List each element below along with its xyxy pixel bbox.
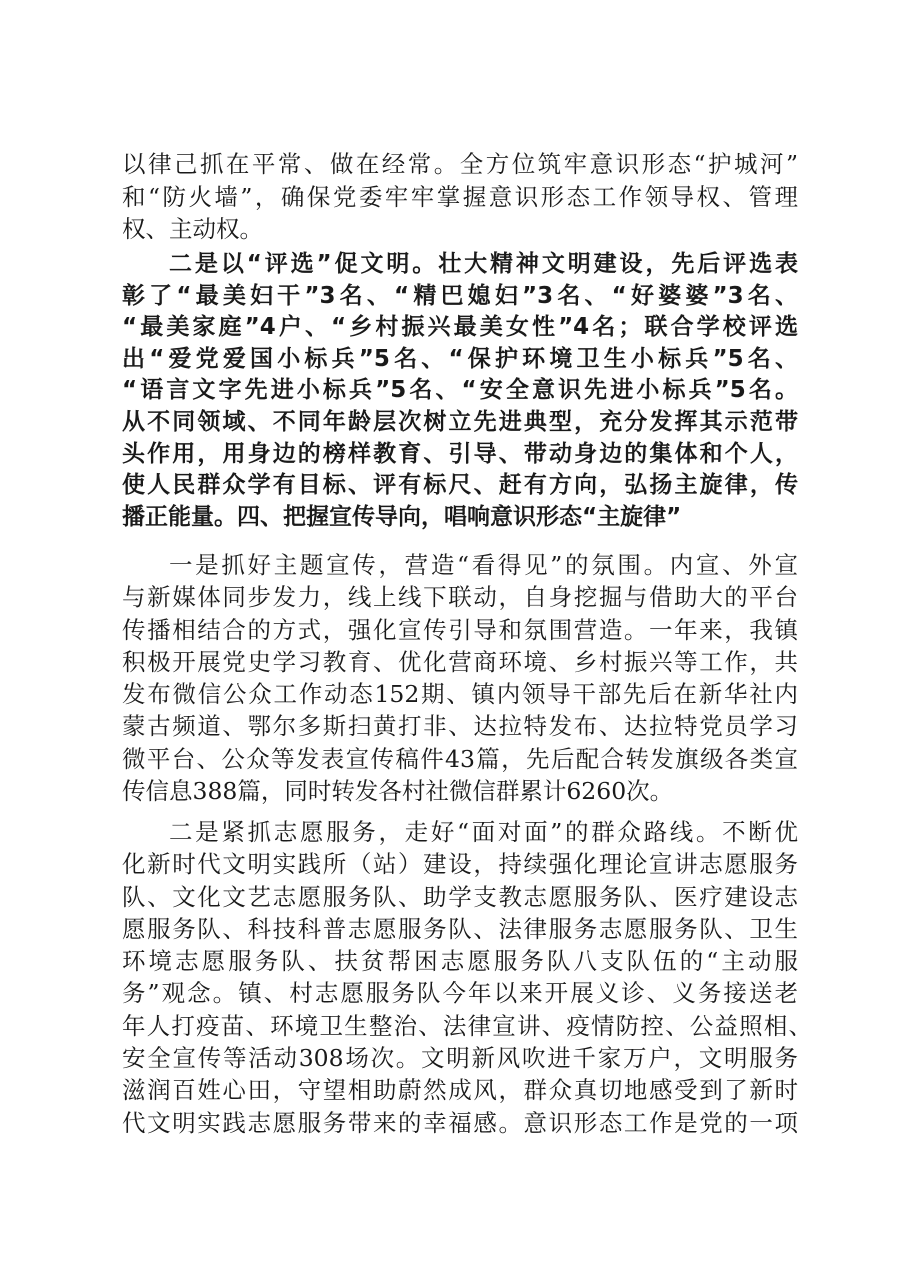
paragraph-line: 代文明实践志愿服务带来的幸福感。意识形态工作是党的一项 [122, 1108, 798, 1137]
paragraph-line: 愿服务队、科技科普志愿服务队、法律服务志愿服务队、卫生 [122, 914, 798, 943]
paragraph-line: 化新时代文明实践所（站）建设，持续强化理论宣讲志愿服务 [122, 850, 798, 879]
paragraph-line: 与新媒体同步发力，线上线下联动，自身挖掘与借助大的平台 [122, 583, 798, 612]
paragraph-line: 彰了“最美妇干”3名、“精巴媳妇”3名、“好婆婆”3名、 [122, 282, 798, 309]
paragraph-line: 一是抓好主题宣传，营造“看得见”的氛围。内宣、外宣 [169, 551, 798, 579]
paragraph-line: 使人民群众学有目标、评有标尺、赶有方向，弘扬主旋律，传 [122, 472, 798, 499]
paragraph-line: 和“防火墙”，确保党委牢牢掌握意识形态工作领导权、管理 [122, 182, 798, 211]
paragraph-line: 蒙古频道、鄂尔多斯扫黄打非、达拉特发布、达拉特党员学习 [122, 712, 798, 741]
paragraph-line: 出“爱党爱国小标兵”5名、“保护环境卫生小标兵”5名、 [122, 345, 798, 372]
paragraph-line: 从不同领域、不同年龄层次树立先进典型，充分发挥其示范带 [122, 408, 798, 435]
paragraph-line: 环境志愿服务队、扶贫帮困志愿服务队八支队伍的“主动服 [122, 947, 798, 976]
paragraph-line: 年人打疫苗、环境卫生整治、法律宣讲、疫情防控、公益照相、 [122, 1011, 812, 1040]
paragraph-volunteer-service [122, 816, 812, 1139]
paragraph-line: 二是以“评选”促文明。壮大精神文明建设，先后评选表 [169, 251, 798, 277]
paragraph-line: 传播相结合的方式，强化宣传引导和氛围营造。一年来，我镇 [122, 615, 798, 644]
paragraph-ideology-responsibility [122, 148, 798, 246]
paragraph-line: 滋润百姓心田，守望相助蔚然成风，群众真切地感受到了新时 [122, 1076, 798, 1105]
paragraph-line: 二是紧抓志愿服务，走好“面对面”的群众路线。不断优 [169, 818, 798, 846]
paragraph-line: 以律己抓在平常、做在经常。全方位筑牢意识形态“护城河” [122, 150, 798, 178]
paragraph-line: “最美家庭”4户、“乡村振兴最美女性”4名；联合学校评选 [122, 314, 798, 341]
paragraph-line: 头作用，用身边的榜样教育、引导、带动身边的集体和个人， [122, 440, 798, 467]
paragraph-line: 发布微信公众工作动态152期、镇内领导干部先后在新华社内 [122, 680, 798, 709]
paragraph-line: 安全宣传等活动308场次。文明新风吹进千家万户，文明服务 [122, 1044, 798, 1073]
paragraph-line: 务”观念。镇、村志愿服务队今年以来开展义诊、义务接送老 [122, 979, 798, 1008]
paragraph-line: 微平台、公众等发表宣传稿件43篇，先后配合转发旗级各类宣 [122, 744, 798, 773]
paragraph-theme-publicity [122, 549, 798, 807]
paragraph-line: 传信息388篇，同时转发各村社微信群累计6260次。 [122, 777, 674, 806]
paragraph-line: 积极开展党史学习教育、优化营商环境、乡村振兴等工作，共 [122, 647, 798, 676]
paragraph-line: 队、文化文艺志愿服务队、助学支教志愿服务队、医疗建设志 [122, 882, 798, 911]
paragraph-selection-civilization [122, 249, 798, 533]
paragraph-line: 播正能量。四、把握宣传导向，唱响意识形态“主旋律” [122, 503, 682, 530]
paragraph-line: “语言文字先进小标兵”5名、“安全意识先进小标兵”5名。 [122, 377, 798, 404]
paragraph-line: 权、主动权。 [122, 215, 263, 243]
